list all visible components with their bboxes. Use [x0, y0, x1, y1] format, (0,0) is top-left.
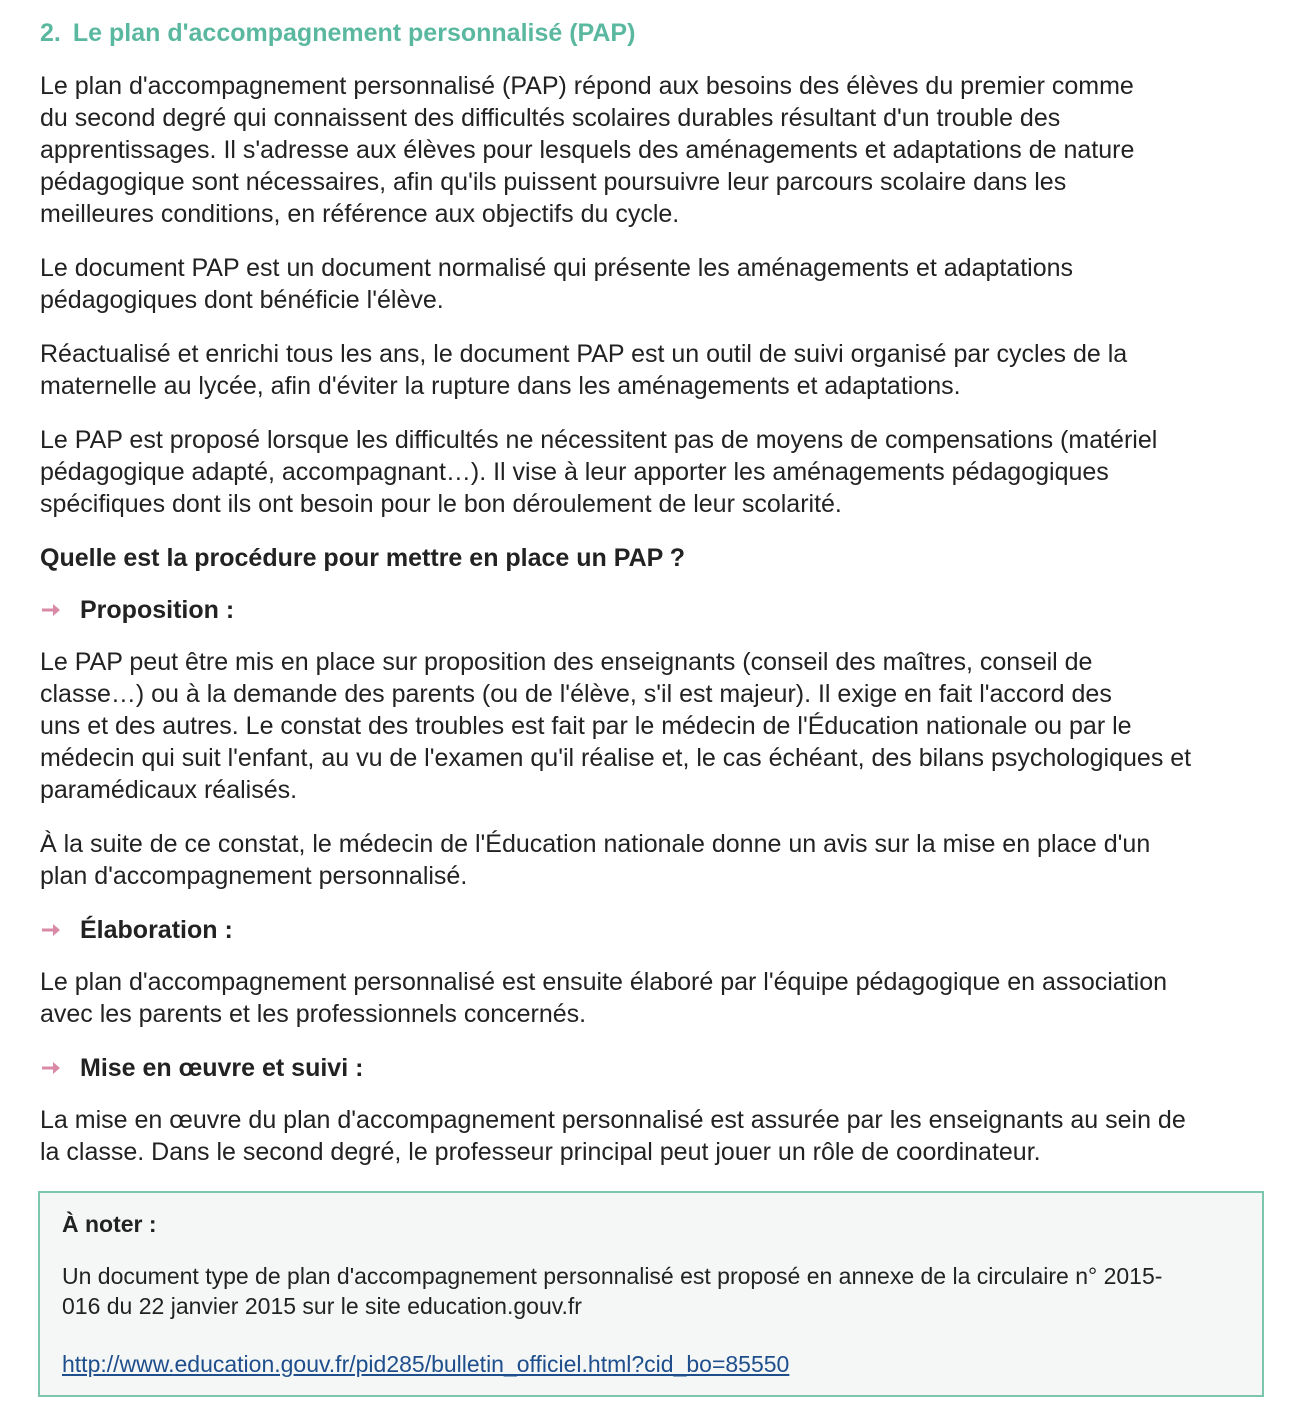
text-line: Réactualisé et enrichi tous les ans, le document PAP est un outil de suivi organisé par cycles de la	[40, 340, 1128, 368]
mise-en-oeuvre-paragraph	[40, 1104, 1264, 1168]
text-line: paramédicaux réalisés.	[40, 776, 298, 804]
text-line: médecin qui suit l'enfant, au vu de l'examen qu'il réalise et, le cas échéant, des bilans psychologiques et	[40, 744, 1192, 772]
text-line: Le PAP est proposé lorsque les difficultés ne nécessitent pas de moyens de compensations (matériel	[40, 426, 1158, 454]
text-line: La mise en œuvre du plan d'accompagnement personnalisé est assurée par les enseignants au sein de	[40, 1106, 1186, 1134]
arrow-right-icon	[40, 599, 62, 621]
bulletin-officiel-link[interactable]: http://www.education.gouv.fr/pid285/bulletin_officiel.html?cid_bo=85550	[62, 1351, 790, 1377]
text-line: meilleures conditions, en référence aux objectifs du cycle.	[40, 200, 680, 228]
note-title: À noter :	[62, 1211, 157, 1237]
text-line: Le plan d'accompagnement personnalisé est ensuite élaboré par l'équipe pédagogique en association	[40, 968, 1168, 996]
intro-paragraph-2	[40, 252, 1264, 316]
section-title-text: Le plan d'accompagnement personnalisé (PAP)	[72, 19, 636, 47]
arrow-right-icon	[40, 919, 62, 941]
text-line: maternelle au lycée, afin d'éviter la rupture dans les aménagements et adaptations.	[40, 372, 961, 400]
text-line: avec les parents et les professionnels concernés.	[40, 1000, 587, 1028]
text-line: la classe. Dans le second degré, le professeur principal peut jouer un rôle de coordinateur.	[40, 1138, 1041, 1166]
elaboration-paragraph	[40, 966, 1264, 1030]
text-line: pédagogique adapté, accompagnant…). Il vise à leur apporter les aménagements pédagogiques	[40, 458, 1109, 486]
text-line: du second degré qui connaissent des difficultés scolaires durables résultant d'un trouble des	[40, 104, 1061, 132]
intro-paragraph-1	[40, 70, 1264, 230]
proposition-paragraph-2	[40, 828, 1264, 892]
text-line: classe…) ou à la demande des parents (ou de l'élève, s'il est majeur). Il exige en fait l'accord des	[40, 680, 1112, 708]
step-heading-label: Mise en œuvre et suivi :	[80, 1054, 364, 1082]
intro-paragraph-4	[40, 424, 1264, 520]
text-line: pédagogiques dont bénéficie l'élève.	[40, 286, 444, 314]
text-line: Le plan d'accompagnement personnalisé (PAP) répond aux besoins des élèves du premier comme	[40, 72, 1134, 100]
step-heading-proposition	[40, 594, 1264, 626]
proposition-paragraph-1	[40, 646, 1264, 806]
step-heading-elaboration	[40, 914, 1264, 946]
text-line: Le document PAP est un document normalisé qui présente les aménagements et adaptations	[40, 254, 1074, 282]
section-title	[40, 16, 1264, 50]
text-line: plan d'accompagnement personnalisé.	[40, 862, 468, 890]
text-line: uns et des autres. Le constat des troubles est fait par le médecin de l'Éducation nationale ou par le	[40, 712, 1132, 740]
procedure-question: Quelle est la procédure pour mettre en place un PAP ?	[40, 544, 686, 572]
text-line: À la suite de ce constat, le médecin de l'Éducation nationale donne un avis sur la mise en place d'un	[40, 830, 1151, 858]
intro-paragraph-3	[40, 338, 1264, 402]
text-line: apprentissages. Il s'adresse aux élèves pour lesquels des aménagements et adaptations de nature	[40, 136, 1135, 164]
text-line: spécifiques dont ils ont besoin pour le bon déroulement de leur scolarité.	[40, 490, 842, 518]
text-line: Un document type de plan d'accompagnement personnalisé est proposé en annexe de la circulaire n° 2015-	[62, 1263, 1163, 1289]
text-line: 016 du 22 janvier 2015 sur le site education.gouv.fr	[62, 1293, 582, 1319]
text-line: Le PAP peut être mis en place sur proposition des enseignants (conseil des maîtres, conseil de	[40, 648, 1093, 676]
step-heading-label: Proposition :	[80, 596, 235, 624]
arrow-right-icon	[40, 1057, 62, 1079]
note-box	[38, 1191, 1264, 1397]
section-number: 2.	[40, 19, 61, 47]
step-heading-label: Élaboration :	[80, 916, 233, 944]
step-heading-mise-en-oeuvre	[40, 1052, 1264, 1084]
text-line: pédagogique sont nécessaires, afin qu'ils puissent poursuivre leur parcours scolaire dans les	[40, 168, 1067, 196]
note-text	[62, 1261, 1240, 1321]
